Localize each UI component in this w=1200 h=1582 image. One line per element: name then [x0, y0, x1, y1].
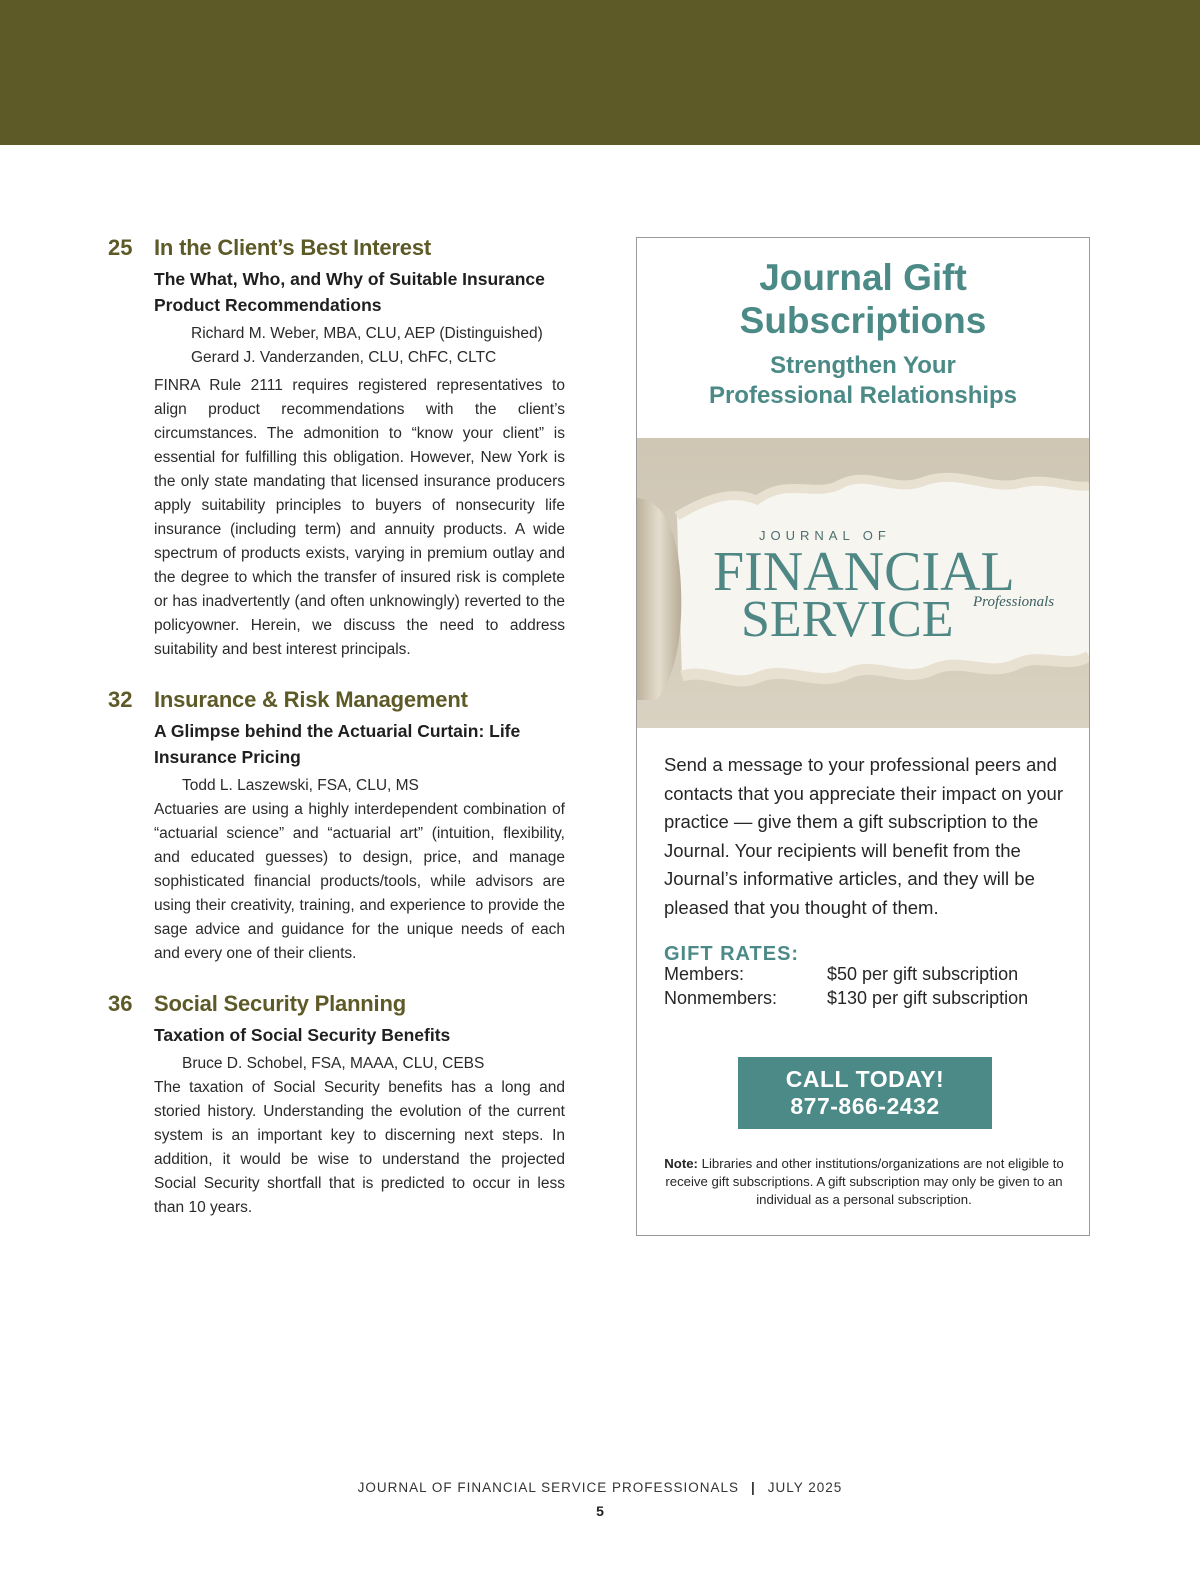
footer-separator: |	[750, 1480, 756, 1495]
rate-row-nonmembers	[664, 986, 1084, 1010]
toc-author: Gerard J. Vanderzanden, CLU, ChFC, CLTC	[191, 349, 497, 366]
ad-subtitle-line: Strengthen Your	[770, 352, 956, 379]
toc-authors	[154, 774, 565, 798]
call-button-label: CALL TODAY!	[785, 1066, 945, 1092]
ad-title	[637, 256, 1089, 342]
torn-paper-logo-image	[637, 438, 1089, 728]
table-of-contents	[108, 232, 565, 1242]
toc-summary: The taxation of Social Security benefits has a long and storied history. Understanding the evolution of the current system is an important key to discerning next steps. In addition, it would be wise to understand the projected Social Security shortfall that is predicted to occur in less than 10 years.	[154, 1079, 565, 1216]
toc-summary: Actuaries are using a highly interdependent combination of “actuarial science” and “actuarial art” (intuition, flexibility, and educated guesses) to design, price, and manage sophisticated financial products/tools, while advisors are using their creativity, training, and experience to provide the sage advice and guidance for the unique needs of each and every one of their clients.	[154, 801, 565, 962]
toc-section-heading[interactable]: In the Client’s Best Interest	[154, 235, 431, 260]
toc-section-heading[interactable]: Social Security Planning	[154, 991, 406, 1016]
page-number: 5	[596, 1503, 604, 1519]
footer-journal-name: JOURNAL OF FINANCIAL SERVICE PROFESSIONALS	[357, 1480, 739, 1495]
rate-value: $50 per gift subscription	[827, 964, 1019, 984]
toc-article-title[interactable]: Taxation of Social Security Benefits	[154, 1025, 451, 1045]
note-label: Note:	[664, 1156, 698, 1171]
toc-summary: FINRA Rule 2111 requires registered representatives to align product recommendations with the client’s circumstances. The admonition to “know your client” is essential for fulfilling this obligation. However, New York is the only state mandating that licensed insurance producers apply suitability principles to buyers of nonsecurity life insurance (including term) and annuity products. A wide spectrum of products exists, varying in premium outlay and the degree to which the transfer of insured risk is complete or has inadvertently (and often unknowingly) reverted to the policyowner. Herein, we discuss the need to address suitability and best interest principals.	[154, 377, 565, 658]
toc-author: Richard M. Weber, MBA, CLU, AEP (Distinguished)	[191, 325, 543, 342]
rate-row-members	[664, 962, 1084, 986]
svg-text:JOURNAL OF: JOURNAL OF	[759, 528, 891, 543]
toc-page-number: 25	[108, 235, 133, 260]
footer-date: JULY 2025	[767, 1480, 843, 1495]
header-band	[0, 0, 1200, 145]
rate-label: Nonmembers:	[664, 988, 778, 1008]
toc-article-title[interactable]: The What, Who, and Why of Suitable Insurance Product Recommendations	[154, 269, 545, 315]
call-button-phone: 877-866-2432	[790, 1093, 940, 1119]
ad-description: Send a message to your professional peers and contacts that you appreciate their impact on your practice — give them a gift subscription to the Journal. Your recipients will benefit from the Journal’s informative articles, and they will be pleased that you thought of them.	[664, 754, 1063, 918]
svg-text:FINANCIAL: FINANCIAL	[713, 541, 1015, 603]
ad-title-line: Journal Gift	[759, 257, 967, 298]
note-text: Libraries and other institutions/organizations are not eligible to receive gift subscriptions. A gift subscription may only be given to an individual as a personal subscription.	[665, 1156, 1064, 1207]
toc-author: Todd L. Laszewski, FSA, CLU, MS	[182, 777, 419, 794]
toc-entry[interactable]	[108, 232, 565, 662]
svg-text:SERVICE: SERVICE	[741, 591, 954, 648]
journal-cover-image	[637, 438, 1089, 728]
toc-article-title[interactable]: A Glimpse behind the Actuarial Curtain: Life Insurance Pricing	[154, 721, 521, 767]
ad-title-line: Subscriptions	[739, 300, 987, 341]
ad-subtitle-line: Professional Relationships	[708, 382, 1018, 409]
toc-entry[interactable]	[108, 988, 565, 1220]
ad-note	[649, 1155, 1079, 1209]
toc-page-number: 36	[108, 991, 133, 1016]
ad-subtitle	[637, 351, 1089, 411]
call-today-button[interactable]	[738, 1057, 992, 1129]
rate-value: $130 per gift subscription	[827, 988, 1029, 1008]
toc-entry[interactable]	[108, 684, 565, 966]
rate-label: Members:	[664, 964, 745, 984]
toc-page-number: 32	[108, 687, 133, 712]
toc-section-heading[interactable]: Insurance & Risk Management	[154, 687, 468, 712]
page-footer	[0, 1480, 1200, 1495]
gift-rates-label: GIFT RATES:	[664, 943, 800, 965]
svg-text:Professionals: Professionals	[973, 594, 1055, 610]
toc-author: Bruce D. Schobel, FSA, MAAA, CLU, CEBS	[182, 1055, 485, 1072]
gift-subscription-ad	[636, 237, 1090, 1236]
toc-authors	[154, 322, 565, 370]
toc-authors	[154, 1052, 565, 1076]
